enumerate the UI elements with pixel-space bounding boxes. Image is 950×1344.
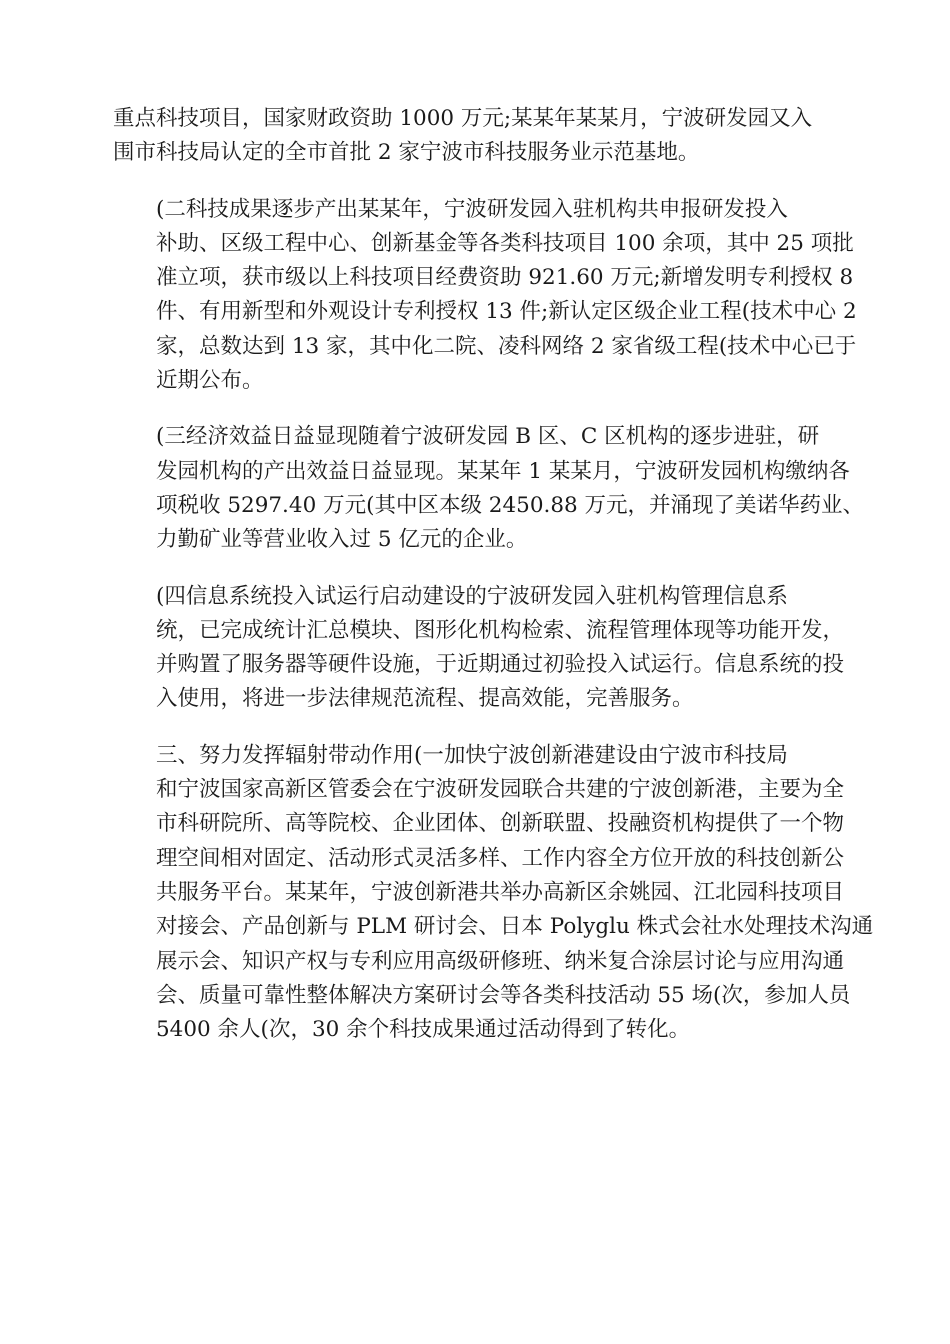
text-line: 件、有用新型和外观设计专利授权 13 件;新认定区级企业工程(技术中心 2 bbox=[156, 299, 857, 325]
text-line: 重点科技项目，国家财政资助 1000 万元;某某年某某月，宁波研发园又入 bbox=[113, 106, 813, 131]
paragraph bbox=[113, 102, 838, 171]
text-line: 补助、区级工程中心、创新基金等各类科技项目 100 余项，其中 25 项批 bbox=[156, 230, 854, 256]
text-line: (二科技成果逐步产出某某年，宁波研发园入驻机构共申报研发投入 bbox=[156, 196, 788, 222]
text-line: 并购置了服务器等硬件设施，于近期通过初验投入试运行。信息系统的投 bbox=[156, 652, 845, 678]
text-line: 发园机构的产出效益日益显现。某某年 1 某某月，宁波研发园机构缴纳各 bbox=[156, 458, 850, 484]
text-line: 市科研院所、高等院校、企业团体、创新联盟、投融资机构提供了一个物 bbox=[156, 811, 845, 837]
text-line: (三经济效益日益显现随着宁波研发园 B 区、C 区机构的逐步进驻，研 bbox=[156, 424, 820, 450]
text-line: 入使用，将进一步法律规范流程、提高效能，完善服务。 bbox=[156, 686, 694, 712]
paragraph bbox=[113, 420, 865, 557]
text-line: 项税收 5297.40 万元(其中区本级 2450.88 万元，并涌现了美诺华药业、 bbox=[156, 492, 865, 518]
text-line: 展示会、知识产权与专利应用高级研修班、纳米复合涂层讨论与应用沟通 bbox=[156, 948, 845, 974]
text-line: 5400 余人(次，30 余个科技成果通过活动得到了转化。 bbox=[156, 1017, 691, 1043]
text-line: 对接会、产品创新与 PLM 研讨会、日本 Polyglu 株式会社水处理技术沟通 bbox=[156, 914, 874, 940]
text-line: 三、努力发挥辐射带动作用(一加快宁波创新港建设由宁波市科技局 bbox=[156, 742, 788, 768]
text-line: 力勤矿业等营业收入过 5 亿元的企业。 bbox=[156, 527, 528, 553]
text-line: 围市科技局认定的全市首批 2 家宁波市科技服务业示范基地。 bbox=[113, 140, 700, 166]
text-line: (四信息系统投入试运行启动建设的宁波研发园入驻机构管理信息系 bbox=[156, 583, 788, 609]
text-line: 准立项，获市级以上科技项目经费资助 921.60 万元;新增发明专利授权 8 bbox=[156, 265, 854, 291]
text-line: 共服务平台。某某年，宁波创新港共举办高新区余姚园、江北园科技项目 bbox=[156, 879, 845, 905]
text-line: 家，总数达到 13 家，其中化二院、凌科网络 2 家省级工程(技术中心已于 bbox=[156, 333, 857, 359]
text-line: 近期公布。 bbox=[156, 368, 264, 394]
text-line: 会、质量可靠性整体解决方案研讨会等各类科技活动 55 场(次，参加人员 bbox=[156, 982, 851, 1008]
text-line: 和宁波国家高新区管委会在宁波研发园联合共建的宁波创新港，主要为全 bbox=[156, 777, 845, 803]
document-page bbox=[113, 102, 874, 1069]
paragraph bbox=[113, 193, 857, 399]
paragraph bbox=[113, 580, 845, 717]
paragraph bbox=[113, 739, 874, 1048]
text-line: 统，已完成统计汇总模块、图形化机构检索、流程管理体现等功能开发， bbox=[156, 617, 845, 643]
text-line: 理空间相对固定、活动形式灵活多样、工作内容全方位开放的科技创新公 bbox=[156, 845, 845, 871]
